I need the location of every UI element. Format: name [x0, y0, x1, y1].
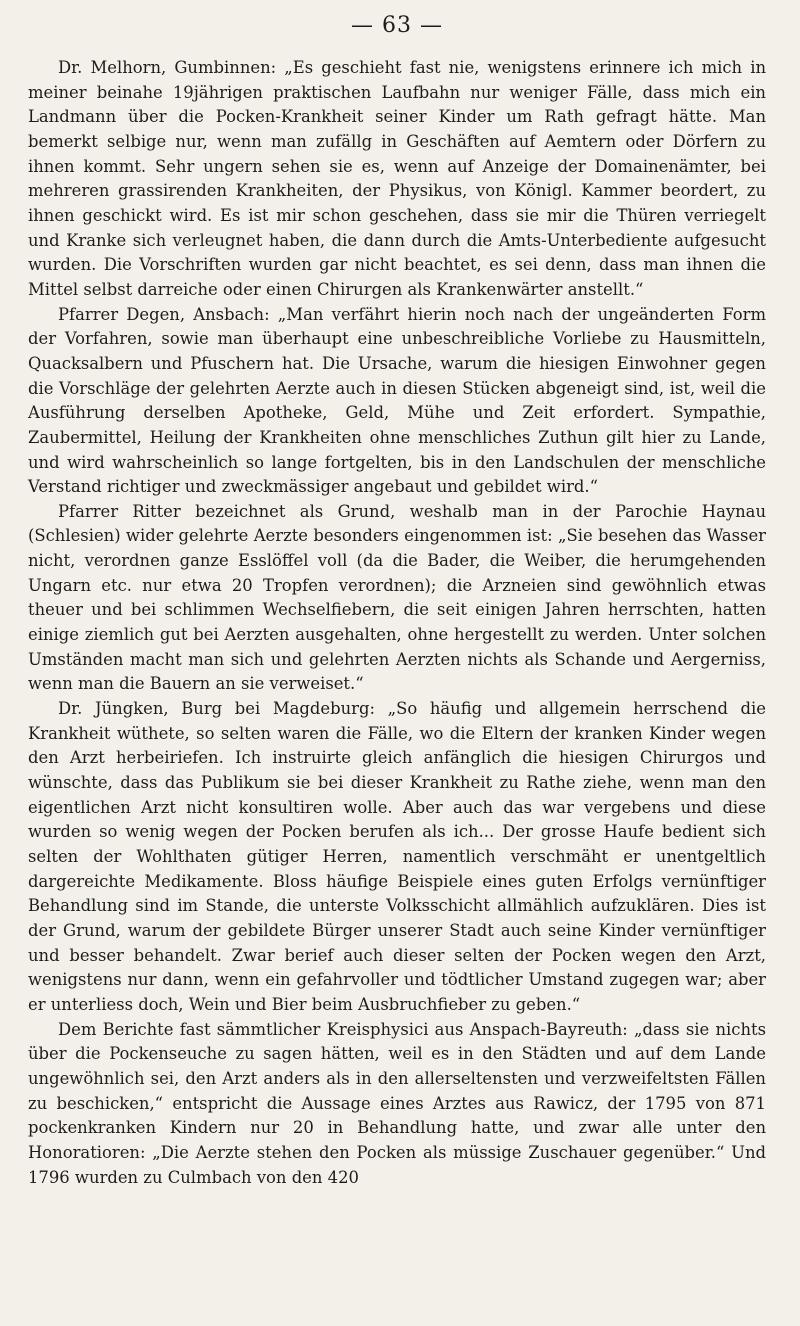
paragraph-text: , Ansbach: „Man verfährt hierin noch nach der ungeänderten Form der Vorfahren, sowie man überhaupt eine unbeschreibliche Vorliebe zu Hausmitteln, Quacksalbern und Pfuschern hat. Die Ursache, warum die hiesigen Einwohner gegen die Vorschläge der gelehrten Aerzte auch in diesen Stücken abgeneigt sind, ist, weil die Ausführung derselben Apotheke, Geld, Mühe und Zeit erfordert. Sympathie, Zaubermittel, Heilung der Krankheiten ohne menschliches Zuthun gilt hier zu Lande, und wird wahrscheinlich so lange fortgelten, bis in den Landschulen der menschliche Verstand richtiger und zweckmässiger angebaut und gebildet wird.“: [28, 304, 767, 497]
paragraph-juengken: [28, 697, 766, 1018]
paragraph-text: bezeichnet als Grund, weshalb man in der Parochie Haynau (Schlesien) wider gelehrte Aerzte besonders eingenommen ist: „Sie besehen das Wasser nicht, verordnen ganze Esslöffel voll (da die Bader, die Weiber, die herumgehenden Ungarn etc. nur etwa 20 Tropfen verordnen); die Arzneien sind gewöhnlich etwas theuer und bei schlimmen Wechselfiebern, die seit einigen Jahren herrschten, hatten einige ziemlich gut bei Aerzten ausgehalten, ohne hergestellt zu werden. Unter solchen Umständen macht man sich und gelehrten Aerzten nichts als Schande und Aergerniss, wenn man die Bauern an sie verweiset.“: [28, 501, 767, 694]
paragraph-text: Dem Berichte fast sämmtlicher Kreisphysici aus Anspach-Bayreuth: „dass sie nichts über die Pockenseuche zu sagen hätten, weil es in den Städten und auf dem Lande ungewöhnlich sei, den Arzt anders als in den allerseltensten und verzweifeltsten Fällen zu beschicken,“ entspricht die Aussage eines Arztes aus Rawicz, der 1795 von 871 pockenkranken Kindern nur 20 in Behandlung hatte, und zwar alle unter den Honoratioren: „Die Aerzte stehen den Pocken als müssige Zuschauer gegenüber.“ Und 1796 wurden zu Culmbach von den 420: [28, 1019, 766, 1187]
page-header: [28, 12, 766, 40]
speaker-name: Pfarrer Degen: [58, 304, 180, 324]
page-number: — 63 —: [351, 13, 443, 38]
paragraph-text: , Burg bei Magdeburg: „So häufig und allgemein herrschend die Krankheit wüthete, so selten waren die Fälle, wo die Eltern der kranken Kinder wegen den Arzt herbeiriefen. Ich instruirte gleich anfänglich die hiesigen Chirurgos und wünschte, dass das Publikum sie bei dieser Krankheit zu Rathe ziehe, wenn man den eigentlichen Arzt nicht konsultiren wolle. Aber auch das war vergebens und diese wurden so wenig wegen der Pocken berufen als ich... Der grosse Haufe bedient sich selten der Wohlthaten gütiger Herren, namentlich verschmäht er unentgeltlich dargereichte Medikamente. Bloss häufige Beispiele eines guten Erfolgs vernünftiger Behandlung sind im Stande, die unterste Volksschicht allmählich aufzuklären. Dies ist der Grund, warum der gebildete Bürger unserer Stadt auch seine Kinder vernünftiger und besser behandelt. Zwar berief auch dieser selten der Pocken wegen den Arzt, wenigstens nur dann, wenn ein gefahrvoller und tödtlicher Umstand zugegen war; aber er unterliess doch, Wein und Bier beim Ausbruchfieber zu geben.“: [28, 699, 766, 1014]
speaker-name: Dr. Jüngken: [58, 699, 164, 719]
body-text: [28, 56, 766, 1190]
paragraph-degen: [28, 303, 766, 500]
speaker-name: Pfarrer Ritter: [58, 501, 181, 521]
paragraph-kreisphysici: [28, 1018, 766, 1191]
paragraph-melhorn: [28, 56, 766, 303]
paragraph-text: , Gumbinnen: „Es geschieht fast nie, wenigstens erinnere ich mich in meiner beinahe 19jährigen praktischen Laufbahn nur weniger Fälle, dass mich ein Landmann über die Pocken-Krankheit seiner Kinder um Rath gefragt hätte. Man bemerkt selbige nur, wenn man zufällg in Geschäften auf Aemtern oder Dörfern zu ihnen kommt. Sehr ungern sehen sie es, wenn auf Anzeige der Domainenämter, bei mehreren grassirenden Krankheiten, der Physikus, von Königl. Kammer beordert, zu ihnen geschickt wird. Es ist mir schon geschehen, dass sie mir die Thüren verriegelt und Kranke sich verleugnet haben, die dann durch die Amts-Unterbediente aufgesucht wurden. Die Vorschriften wurden gar nicht beachtet, es sei denn, dass man ihnen die Mittel selbst darreiche oder einen Chirurgen als Krankenwärter anstellt.“: [28, 58, 766, 299]
speaker-name: Dr. Melhorn: [58, 58, 162, 77]
paragraph-ritter: [28, 500, 766, 697]
